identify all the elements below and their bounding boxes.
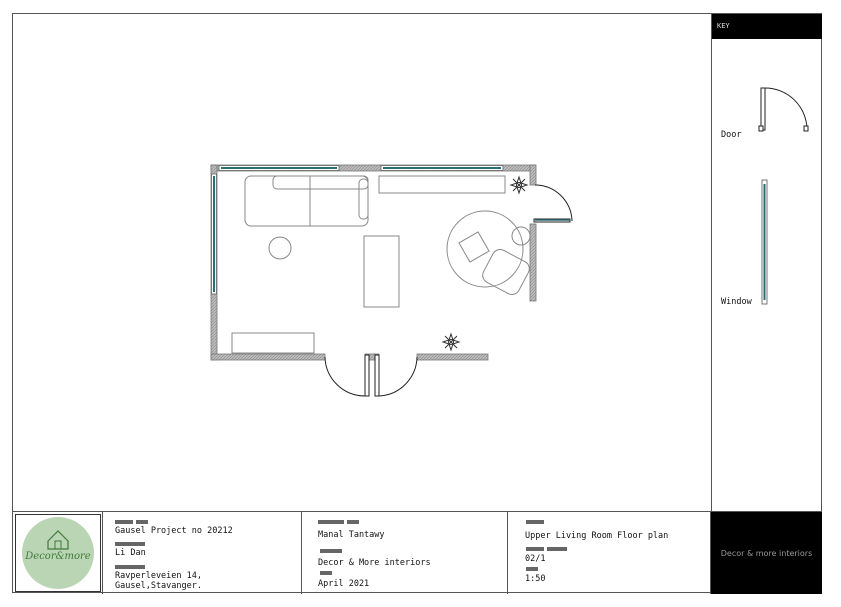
side-table bbox=[269, 237, 291, 259]
drawing-scale: 1:50 bbox=[525, 574, 546, 584]
project-cell bbox=[103, 512, 302, 594]
plant-top-right bbox=[511, 177, 527, 193]
sofa bbox=[245, 176, 368, 226]
address-line-2: Gausel,Stavanger. bbox=[115, 581, 202, 591]
window-symbol-icon bbox=[762, 180, 767, 304]
door-bottom bbox=[325, 355, 417, 396]
door-symbol-icon bbox=[759, 88, 808, 131]
door-right bbox=[534, 185, 572, 222]
logo-name: Decor&more bbox=[25, 551, 91, 562]
coffee-table bbox=[364, 236, 399, 307]
wall-bottom-right bbox=[417, 354, 488, 360]
armchair bbox=[480, 247, 532, 298]
drawing-date: April 2021 bbox=[318, 579, 370, 589]
title-block bbox=[13, 511, 822, 594]
drawing-sheet bbox=[12, 13, 822, 593]
sheet-number: 02/1 bbox=[525, 554, 546, 564]
wall-right-lower bbox=[530, 224, 536, 301]
designer-name: Manal Tantawy bbox=[318, 530, 385, 540]
plants bbox=[443, 177, 527, 350]
plant-bottom bbox=[443, 334, 459, 350]
key-header-label: KEY bbox=[717, 22, 730, 30]
key-symbols bbox=[712, 14, 823, 511]
brand-block bbox=[711, 512, 822, 594]
address-line-1: Ravperleveien 14, bbox=[115, 571, 202, 581]
designer-cell bbox=[302, 512, 508, 594]
floor-plan bbox=[13, 14, 711, 511]
wall-bottom-left bbox=[211, 354, 325, 360]
console-table bbox=[379, 176, 505, 193]
windows bbox=[212, 166, 504, 295]
logo-frame bbox=[15, 514, 101, 592]
furniture bbox=[232, 176, 532, 353]
wall-right-upper bbox=[530, 165, 536, 185]
tv-unit bbox=[232, 333, 314, 353]
floor-plan-area bbox=[13, 14, 711, 511]
drawing-info-cell bbox=[508, 512, 711, 594]
key-panel bbox=[711, 14, 822, 511]
client-name: Li Dan bbox=[115, 548, 146, 558]
key-door-label: Door bbox=[721, 130, 742, 140]
drawing-title: Upper Living Room Floor plan bbox=[525, 531, 669, 541]
rug bbox=[447, 211, 523, 287]
ottoman bbox=[459, 232, 489, 262]
key-window-label: Window bbox=[721, 297, 752, 307]
company-name: Decor & More interiors bbox=[318, 558, 431, 568]
brand-name: Decor & more interiors bbox=[720, 549, 813, 558]
project-number: Gausel Project no 20212 bbox=[115, 526, 233, 536]
walls bbox=[211, 165, 536, 360]
logo-cell bbox=[13, 512, 103, 594]
logo bbox=[22, 517, 94, 589]
